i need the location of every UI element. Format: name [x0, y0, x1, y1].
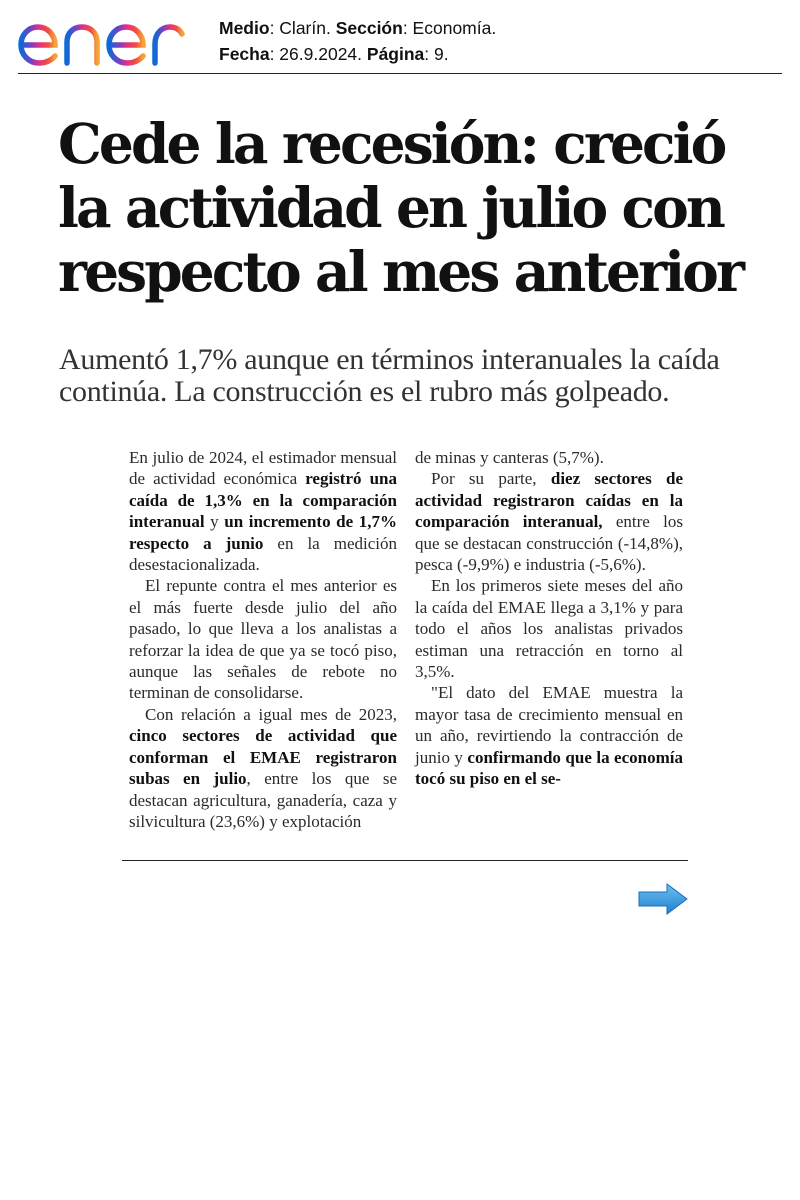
paragraph: En los primeros siete meses del año la caída del EMAE llega a 3,1% y para todo el años los analistas privados estiman una retracción en torno al 3,5%. [415, 576, 683, 682]
right-arrow-icon[interactable] [637, 882, 689, 916]
pagina-value: : 9. [424, 44, 449, 64]
article-subtitle: Aumentó 1,7% aunque en términos interanuales la caída continúa. La construcción es el rubro más golpeado. [59, 343, 720, 408]
text-run: entre los que se destacan construcción (-14,8%), pesca (-9,9%) e industria (-5,6%). [415, 512, 683, 575]
text-run: y [204, 512, 225, 532]
enel-logo [17, 4, 191, 70]
fecha-label: Fecha [219, 44, 270, 64]
text-run: Por su parte, [431, 469, 551, 489]
text-run: , entre los que se destacan agricultura, ganadería, caza y silvicultura (23,6%) y explotación [129, 769, 397, 831]
seccion-label: Sección [335, 18, 403, 38]
article-column-right [415, 447, 683, 790]
seccion-value: : Economía. [402, 18, 497, 38]
pagina-label: Página [366, 44, 425, 64]
article-headline: Cede la recesión: creció la actividad en julio con respecto al mes anterior [58, 111, 743, 304]
bold-run: diez sectores de actividad registraron caídas en la comparación interanual, [415, 469, 683, 532]
paragraph: de minas y canteras (5,7%). [415, 448, 604, 467]
medio-value: : Clarín. [269, 18, 336, 38]
article-divider [122, 860, 688, 861]
bold-run: confirmando que la economía tocó su piso en el se- [415, 747, 683, 789]
text-run: Con relación a igual mes de 2023, [145, 704, 397, 724]
bold-run: registró una caída de 1,3% en la comparación interanual [129, 469, 397, 532]
text-run: "El dato del EMAE muestra la mayor tasa de crecimiento mensual en un año, revirtiendo la contracción de junio y [415, 683, 683, 767]
source-line [219, 17, 496, 39]
paragraph: El repunte contra el mes anterior es el más fuerte desde julio del año pasado, lo que lleva a los analistas a reforzar la idea de que ya se tocó piso, aunque las señales de rebote no terminan de consolidarse. [129, 576, 397, 703]
paragraph [129, 704, 397, 832]
paragraph [415, 468, 683, 575]
text-run: En julio de 2024, el estimador mensual de actividad económica [129, 448, 397, 489]
paragraph [415, 682, 683, 789]
date-line [219, 43, 449, 65]
paragraph [129, 447, 397, 575]
bold-run: un incremento de 1,7% respecto a junio [129, 512, 398, 553]
article-column-left [129, 447, 397, 832]
text-run: en la medición desestacionalizada. [129, 533, 397, 575]
medio-label: Medio [219, 18, 270, 38]
fecha-value: : 26.9.2024. [269, 44, 367, 64]
header-divider [18, 73, 782, 74]
bold-run: cinco sectores de actividad que conforman el EMAE registraron subas en julio [129, 726, 397, 789]
